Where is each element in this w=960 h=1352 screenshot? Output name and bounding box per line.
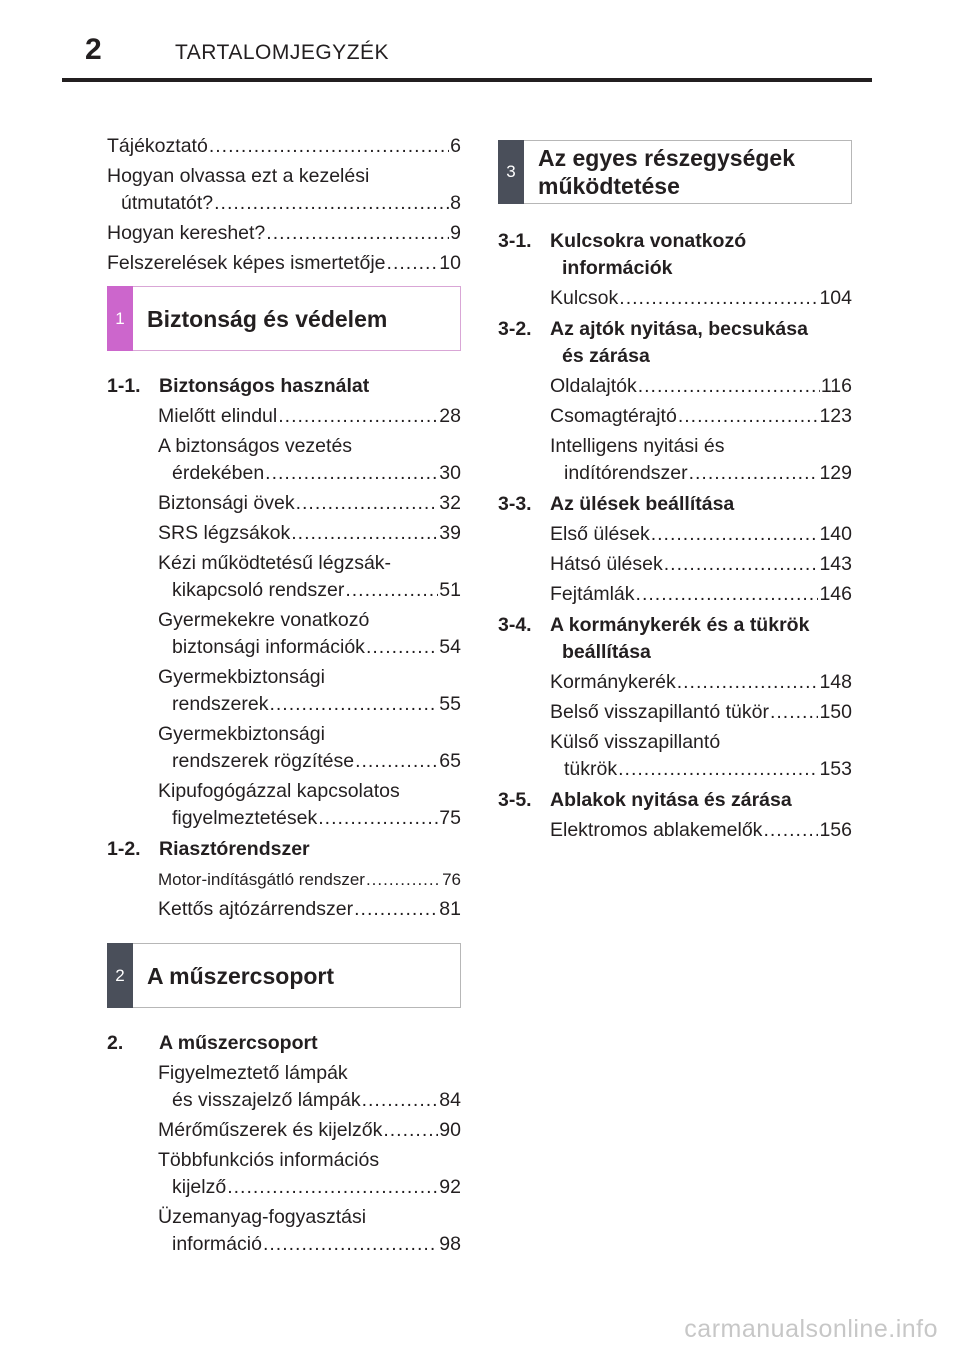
dot-leader — [366, 866, 441, 893]
toc-entry[interactable] — [158, 1060, 461, 1114]
toc-entry-text: Mérőműszerek és kijelzők — [158, 1119, 383, 1141]
toc-entry-text: figyelmeztetések — [172, 807, 318, 829]
toc-entry[interactable] — [550, 373, 852, 400]
dot-leader — [209, 133, 449, 160]
toc-entry[interactable] — [550, 581, 852, 608]
dot-leader — [366, 634, 438, 661]
dot-leader — [214, 190, 449, 217]
subsection-title-line-1: Kulcsokra vonatkozó — [550, 230, 747, 252]
right-column — [498, 140, 852, 847]
page-ref: 156 — [819, 819, 852, 841]
subsection-heading[interactable] — [498, 787, 852, 814]
toc-entry-text: A biztonságos vezetés — [158, 435, 353, 457]
toc-entry-text: Elektromos ablakemelők — [550, 819, 763, 841]
subsection-heading[interactable] — [498, 612, 852, 666]
page-number: 2 — [85, 33, 102, 66]
page-ref: 104 — [819, 287, 852, 309]
toc-entry[interactable] — [158, 866, 461, 893]
dot-leader — [770, 699, 819, 726]
dot-leader — [689, 460, 819, 487]
page-ref: 84 — [439, 1089, 461, 1111]
toc-entry[interactable] — [550, 521, 852, 548]
subsection-title-line-2: beállítása — [562, 641, 651, 663]
toc-entry[interactable] — [158, 664, 461, 718]
dot-leader — [263, 1231, 438, 1258]
dot-leader — [291, 520, 438, 547]
subsection-title — [550, 228, 852, 282]
toc-entry-text: kijelző — [172, 1176, 227, 1198]
dot-leader — [296, 490, 439, 517]
toc-entry[interactable] — [158, 896, 461, 923]
section-3-title — [538, 144, 795, 200]
toc-entry[interactable] — [158, 550, 461, 604]
dot-leader — [678, 403, 819, 430]
toc-entry[interactable] — [158, 403, 461, 430]
section-1-contents — [107, 373, 461, 923]
dot-leader — [345, 577, 438, 604]
subsection-title — [550, 787, 852, 814]
toc-entry-text: Első ülések — [550, 523, 650, 545]
toc-entry-text: Motor-indításgátló rendszer — [158, 870, 365, 889]
toc-entry[interactable] — [158, 1147, 461, 1201]
dot-leader — [619, 285, 818, 312]
toc-entry-text: Biztonsági övek — [158, 492, 295, 514]
section-1-heading[interactable] — [107, 286, 461, 351]
page-ref: 150 — [819, 701, 852, 723]
section-3-tab: 3 — [498, 140, 524, 204]
toc-entry-text: SRS légzsákok — [158, 522, 291, 544]
toc-entry[interactable] — [550, 551, 852, 578]
page-ref: 92 — [439, 1176, 461, 1198]
page-ref: 98 — [439, 1233, 461, 1255]
subsection-heading[interactable] — [498, 228, 852, 282]
subsection-number: 3-3. — [498, 493, 532, 515]
toc-entry-text: biztonsági információk — [172, 636, 365, 658]
section-3-title-line-1: Az egyes részegységek — [538, 145, 795, 171]
page-ref: 30 — [439, 462, 461, 484]
toc-entry-text: Kulcsok — [550, 287, 619, 309]
toc-entry-text: érdekében — [172, 462, 265, 484]
subsection-number: 1-1. — [107, 375, 141, 397]
subsection-title-line-1: Az ülések beállítása — [550, 493, 735, 515]
intro-list — [107, 133, 461, 277]
page-title: TARTALOMJEGYZÉK — [175, 41, 390, 64]
toc-entry-text: Hogyan kereshet? — [107, 222, 266, 244]
toc-entry-text: tükrök — [564, 758, 618, 780]
page-ref: 143 — [819, 553, 852, 575]
toc-entry-text: Többfunkciós információs — [158, 1149, 380, 1171]
toc-entry[interactable] — [550, 817, 852, 844]
toc-entry[interactable] — [107, 163, 461, 217]
page-ref: 76 — [442, 870, 461, 889]
toc-entry-text: és visszajelző lámpák — [172, 1089, 361, 1111]
page-ref: 32 — [439, 492, 461, 514]
subsection-heading[interactable] — [498, 491, 852, 518]
dot-leader — [318, 805, 438, 832]
toc-entry-text: Hátsó ülések — [550, 553, 663, 575]
page-ref: 65 — [439, 750, 461, 772]
toc-entry-text: rendszerek rögzítése — [172, 750, 355, 772]
toc-entry-text: Belső visszapillantó tükör — [550, 701, 769, 723]
page-ref: 148 — [819, 671, 852, 693]
toc-entry-text: Mielőtt elindul — [158, 405, 278, 427]
dot-leader — [387, 250, 439, 277]
page-ref: 146 — [819, 583, 852, 605]
subsection-heading[interactable] — [107, 1030, 461, 1057]
toc-entry[interactable] — [550, 729, 852, 783]
dot-leader — [636, 581, 819, 608]
toc-entry[interactable] — [158, 1204, 461, 1258]
subsection-title: Riasztórendszer — [159, 838, 310, 860]
dot-leader — [638, 373, 820, 400]
subsection-heading[interactable] — [107, 373, 461, 400]
toc-entry[interactable] — [550, 285, 852, 312]
toc-entry-text: Felszerelések képes ismertetője — [107, 252, 386, 274]
toc-entry[interactable] — [158, 490, 461, 517]
toc-entry-text: Gyermekekre vonatkozó — [158, 609, 370, 631]
section-3-title-line-2: működtetése — [538, 173, 680, 199]
subsection-number: 3-4. — [498, 614, 532, 636]
toc-entry[interactable] — [158, 721, 461, 775]
dot-leader — [664, 551, 819, 578]
watermark: carmanualsonline.info — [684, 1315, 938, 1343]
page-ref: 55 — [439, 693, 461, 715]
dot-leader — [227, 1174, 438, 1201]
dot-leader — [383, 1117, 438, 1144]
subsection-number: 1-2. — [107, 838, 141, 860]
toc-entry-text: indítórendszer — [564, 462, 688, 484]
toc-entry-text: Kipufogógázzal kapcsolatos — [158, 780, 400, 802]
section-2-title: A műszercsoport — [147, 962, 335, 989]
toc-entry-text: Kézi működtetésű légzsák- — [158, 552, 392, 574]
page-ref: 28 — [439, 405, 461, 427]
subsection-heading[interactable] — [107, 836, 461, 863]
toc-entry-text: Csomagtérajtó — [550, 405, 677, 427]
subsection-number: 3-2. — [498, 318, 532, 340]
page-ref: 81 — [439, 898, 461, 920]
dot-leader — [269, 691, 438, 718]
page-ref: 129 — [819, 462, 852, 484]
subsection-title: Biztonságos használat — [159, 375, 370, 397]
page-ref: 123 — [819, 405, 852, 427]
dot-leader — [355, 748, 438, 775]
page-ref: 140 — [819, 523, 852, 545]
subsection-title — [550, 316, 852, 370]
left-column — [107, 133, 461, 1261]
toc-entry[interactable] — [158, 520, 461, 547]
toc-entry-text: kikapcsoló rendszer — [172, 579, 345, 601]
subsection-title-line-1: Ablakok nyitása és zárása — [550, 789, 792, 811]
toc-entry-text: Üzemanyag-fogyasztási — [158, 1206, 367, 1228]
toc-entry[interactable] — [158, 607, 461, 661]
page-ref: 6 — [450, 135, 461, 157]
toc-entry-text: Gyermekbiztonsági — [158, 666, 325, 688]
page-ref: 39 — [439, 522, 461, 544]
dot-leader — [278, 403, 438, 430]
section-3-contents — [498, 228, 852, 844]
toc-entry[interactable] — [550, 433, 852, 487]
dot-leader — [763, 817, 818, 844]
dot-leader — [677, 669, 819, 696]
subsection-heading[interactable] — [498, 316, 852, 370]
toc-entry[interactable] — [550, 403, 852, 430]
section-2-contents — [107, 1030, 461, 1258]
subsection-number: 3-1. — [498, 230, 532, 252]
toc-entry[interactable] — [158, 433, 461, 487]
subsection-title-line-1: A kormánykerék és a tükrök — [550, 614, 810, 636]
toc-entry[interactable] — [107, 250, 461, 277]
toc-entry-text: rendszerek — [172, 693, 269, 715]
subsection-title-line-1: Az ajtók nyitása, becsukása — [550, 318, 808, 340]
page-ref: 8 — [450, 192, 461, 214]
toc-entry[interactable] — [550, 699, 852, 726]
subsection-title-line-2: információk — [562, 257, 673, 279]
toc-entry[interactable] — [550, 669, 852, 696]
section-1-tab: 1 — [107, 286, 133, 351]
toc-entry-text: Figyelmeztető lámpák — [158, 1062, 348, 1084]
toc-entry-text: információ — [172, 1233, 262, 1255]
page-ref: 51 — [439, 579, 461, 601]
header-rule — [62, 78, 872, 82]
toc-entry[interactable] — [107, 133, 461, 160]
section-2-heading[interactable] — [107, 943, 461, 1008]
section-1-title: Biztonság és védelem — [147, 305, 388, 332]
toc-entry[interactable] — [158, 1117, 461, 1144]
toc-entry-text: Kormánykerék — [550, 671, 676, 693]
dot-leader — [362, 1087, 439, 1114]
subsection-title — [550, 491, 852, 518]
toc-entry-text: Külső visszapillantó — [550, 731, 721, 753]
subsection-title — [550, 612, 852, 666]
subsection-title-line-2: és zárása — [562, 345, 650, 367]
toc-entry-text: Hogyan olvassa ezt a kezelési — [107, 165, 370, 187]
dot-leader — [265, 460, 438, 487]
section-3-heading[interactable] — [498, 140, 852, 204]
page-header — [0, 0, 960, 80]
toc-entry[interactable] — [158, 778, 461, 832]
page-ref: 90 — [439, 1119, 461, 1141]
subsection-title: A műszercsoport — [159, 1032, 318, 1054]
page-ref: 10 — [439, 252, 461, 274]
toc-entry-text: útmutatót? — [121, 192, 214, 214]
page-ref: 54 — [439, 636, 461, 658]
toc-entry-text: Intelligens nyitási és — [550, 435, 725, 457]
dot-leader — [354, 896, 438, 923]
subsection-number: 2. — [107, 1032, 124, 1054]
toc-entry-text: Kettős ajtózárrendszer — [158, 898, 354, 920]
dot-leader — [651, 521, 819, 548]
dot-leader — [618, 756, 818, 783]
toc-entry-text: Oldalajtók — [550, 375, 637, 397]
dot-leader — [266, 220, 449, 247]
subsection-number: 3-5. — [498, 789, 532, 811]
page-ref: 116 — [820, 375, 852, 397]
section-2-tab: 2 — [107, 943, 133, 1008]
page-ref: 9 — [450, 222, 461, 244]
toc-entry-text: Fejtámlák — [550, 583, 635, 605]
toc-entry-text: Gyermekbiztonsági — [158, 723, 325, 745]
page-ref: 153 — [819, 758, 852, 780]
toc-entry-text: Tájékoztató — [107, 135, 208, 157]
toc-entry[interactable] — [107, 220, 461, 247]
page-ref: 75 — [439, 807, 461, 829]
